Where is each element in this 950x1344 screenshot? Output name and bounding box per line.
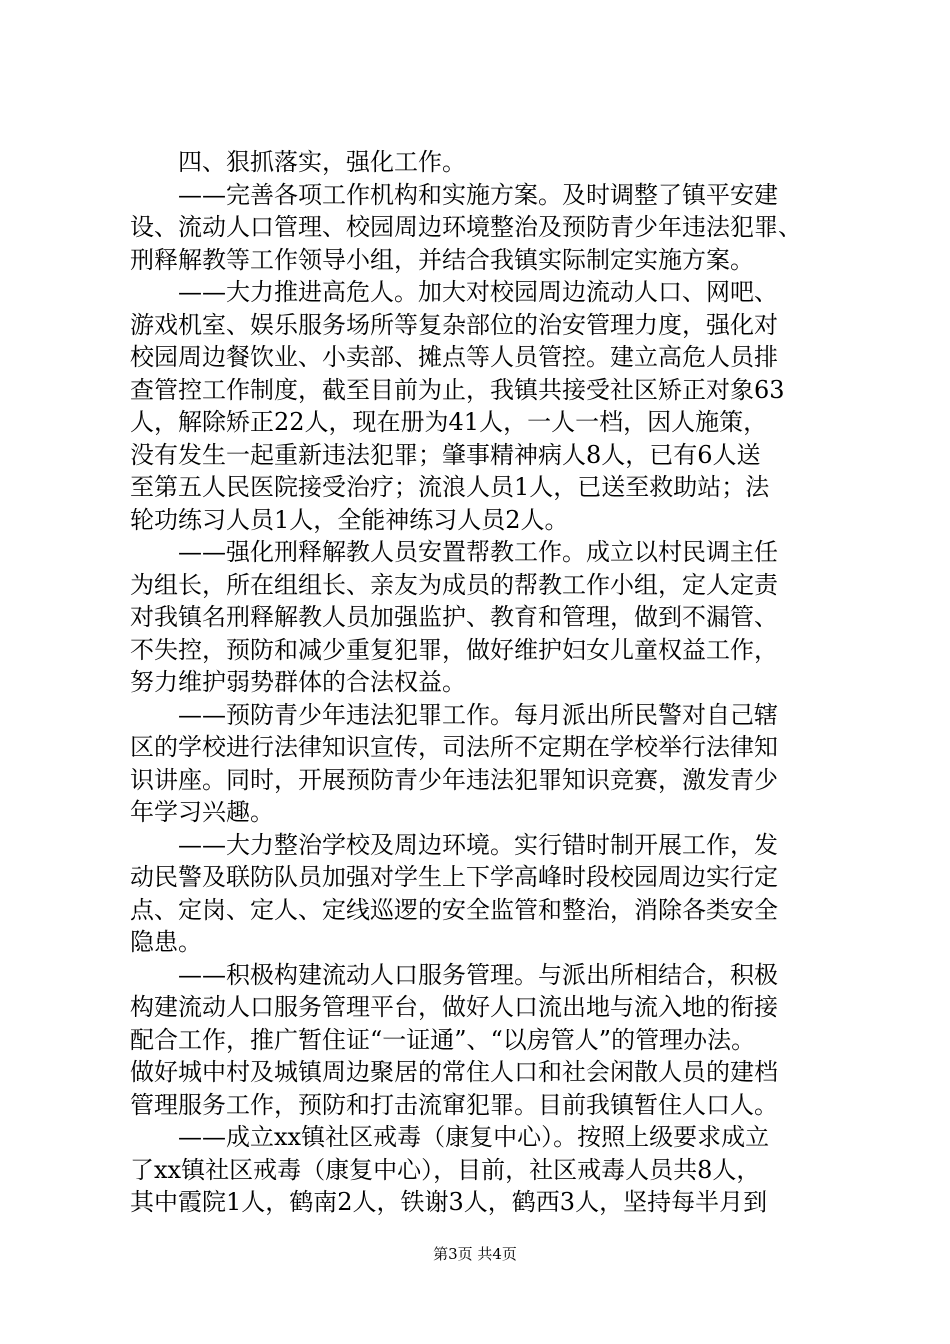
paragraph-line: 为组长，所在组组长、亲友为成员的帮教工作小组，定人定责 xyxy=(130,570,778,599)
paragraph xyxy=(130,146,850,179)
paragraph xyxy=(130,959,850,1122)
paragraph-line: 隐患。 xyxy=(130,928,202,956)
paragraph-line: 了xx镇社区戒毒（康复中心），目前，社区戒毒人员共8人， xyxy=(130,1155,761,1184)
page-footer: 第3页 共4页 xyxy=(433,1245,517,1263)
paragraph xyxy=(130,829,850,959)
paragraph-line: 识讲座。同时，开展预防青少年违法犯罪知识竞赛，激发青少 xyxy=(130,765,778,794)
paragraph-first-line: ——强化刑释解教人员安置帮教工作。成立以村民调主任 xyxy=(178,538,778,566)
paragraph-line: 人，解除矫正22人，现在册为41人，一人一档，因人施策， xyxy=(130,408,768,436)
paragraph-first-line: 四、狠抓落实，强化工作。 xyxy=(178,148,466,176)
paragraph xyxy=(130,276,850,536)
paragraph xyxy=(130,536,850,699)
paragraph-line: 其中霞院1人，鹤南2人，铁谢3人，鹤西3人，坚持每半月到 xyxy=(130,1188,768,1216)
paragraph-line: 游戏机室、娱乐服务场所等复杂部位的治安管理力度，强化对 xyxy=(130,310,778,339)
paragraph-line: 至第五人民医院接受治疗；流浪人员1人，已送至救助站；法 xyxy=(130,473,770,501)
paragraph xyxy=(130,699,850,829)
paragraph-first-line: ——积极构建流动人口服务管理。与派出所相结合，积极 xyxy=(178,960,778,989)
paragraph-line: 区的学校进行法律知识宣传，司法所不定期在学校举行法律知 xyxy=(130,733,778,761)
paragraph-first-line: ——完善各项工作机构和实施方案。及时调整了镇平安建 xyxy=(178,180,778,209)
paragraph xyxy=(130,179,850,277)
paragraph-line: 刑释解教等工作领导小组，并结合我镇实际制定实施方案。 xyxy=(130,245,754,274)
paragraph-line: 点、定岗、定人、定线巡逻的安全监管和整治，消除各类安全 xyxy=(130,895,778,924)
paragraph-first-line: ——大力整治学校及周边环境。实行错时制开展工作，发 xyxy=(178,830,778,859)
paragraph-line: 设、流动人口管理、校园周边环境整治及预防青少年违法犯罪、 xyxy=(130,213,802,241)
paragraph-line: 构建流动人口服务管理平台，做好人口流出地与流入地的衔接 xyxy=(130,993,778,1021)
paragraph-line: 轮功练习人员1人，全能神练习人员2人。 xyxy=(130,505,569,534)
paragraph-first-line: ——成立xx镇社区戒毒（康复中心）。按照上级要求成立 xyxy=(178,1123,770,1151)
paragraph-line: 做好城中村及城镇周边聚居的常住人口和社会闲散人员的建档 xyxy=(130,1058,778,1086)
paragraph-line: 努力维护弱势群体的合法权益。 xyxy=(130,668,466,696)
paragraph xyxy=(130,1121,850,1219)
paragraph-line: 校园周边餐饮业、小卖部、摊点等人员管控。建立高危人员排 xyxy=(130,343,778,371)
paragraph-line: 查管控工作制度，截至目前为止，我镇共接受社区矫正对象63 xyxy=(130,375,785,404)
paragraph-line: 动民警及联防队员加强对学生上下学高峰时段校园周边实行定 xyxy=(130,863,778,891)
paragraph-line: 配合工作，推广暂住证“一证通”、“以房管人”的管理办法。 xyxy=(130,1025,756,1054)
paragraph-line: 不失控，预防和减少重复犯罪，做好维护妇女儿童权益工作， xyxy=(130,635,778,664)
paragraph-first-line: ——大力推进高危人。加大对校园周边流动人口、网吧、 xyxy=(178,278,778,306)
paragraph-line: 没有发生一起重新违法犯罪；肇事精神病人8人，已有6人送 xyxy=(130,440,761,469)
paragraph-line: 管理服务工作，预防和打击流窜犯罪。目前我镇暂住人口人。 xyxy=(130,1090,778,1119)
document-body xyxy=(130,146,850,1219)
paragraph-line: 对我镇名刑释解教人员加强监护、教育和管理，做到不漏管、 xyxy=(130,603,778,631)
paragraph-line: 年学习兴趣。 xyxy=(130,798,274,826)
paragraph-first-line: ——预防青少年违法犯罪工作。每月派出所民警对自己辖 xyxy=(178,700,778,729)
